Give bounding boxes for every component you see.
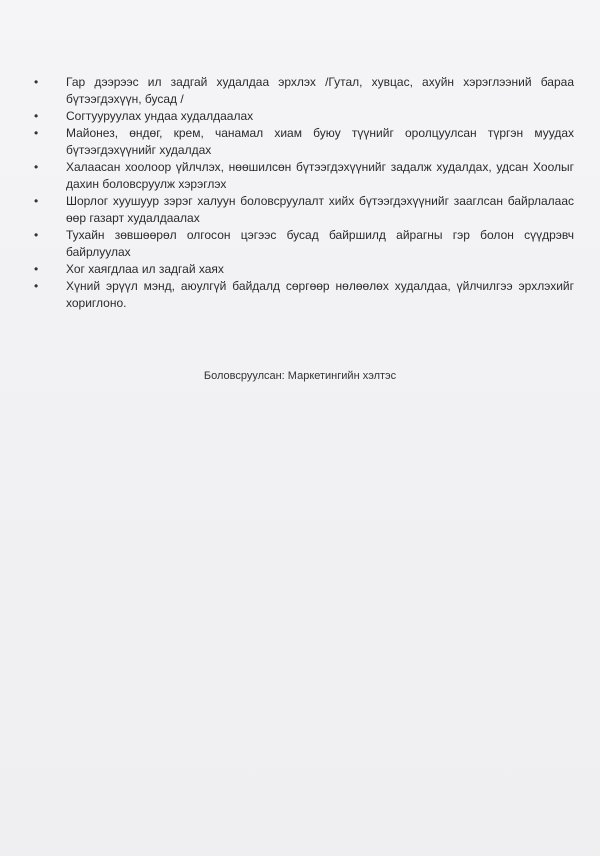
list-item xyxy=(34,74,574,108)
bullet-marker: • xyxy=(34,75,39,89)
list-item-text: Согтууруулах ундаа худалдаалах xyxy=(66,109,254,123)
list-item-text: Халаасан хоолоор үйлчлэх, нөөшилсөн бүтээгдэхүүнийг задалж худалдах, удсан Хоолыг дахин боловсруулж хэрэглэх xyxy=(66,160,574,191)
list-item xyxy=(34,125,574,159)
list-item-text: Хог хаягдлаа ил задгай хаях xyxy=(66,262,224,276)
bullet-marker: • xyxy=(34,126,39,140)
bullet-marker: • xyxy=(34,194,39,208)
prohibited-activities-list xyxy=(34,74,574,312)
list-item xyxy=(34,227,574,261)
list-item xyxy=(34,261,574,278)
list-item xyxy=(34,159,574,193)
list-item-text: Шорлог хуушуур зэрэг халуун боловсруулалт хийх бүтээгдэхүүнийг зааглсан байрлалаас өөр газарт худалдаалах xyxy=(66,194,574,225)
list-item-text: Тухайн зөвшөөрөл олгосон цэгээс бусад байршилд айрагны гэр болон сүүдрэвч байрлуулах xyxy=(66,228,574,259)
list-item-text: Хүний эрүүл мэнд, аюулгүй байдалд сөргөөр нөлөөлөх худалдаа, үйлчилгээ эрхлэхийг хориглоно. xyxy=(66,279,574,310)
list-item xyxy=(34,108,574,125)
list-item xyxy=(34,193,574,227)
prepared-by-footer: Боловсруулсан: Маркетингийн хэлтэс xyxy=(203,370,397,382)
bullet-marker: • xyxy=(34,228,39,242)
bullet-marker: • xyxy=(34,262,39,276)
bullet-marker: • xyxy=(34,279,39,293)
list-item-text: Гар дээрээс ил задгай худалдаа эрхлэх /Гутал, хувцас, ахуйн хэрэглээний бараа бүтээгдэхүүн, бусад / xyxy=(66,75,574,106)
bullet-marker: • xyxy=(34,109,39,123)
bullet-marker: • xyxy=(34,160,39,174)
list-item-text: Майонез, өндөг, крем, чанамал хиам буюу түүнийг оролцуулсан түргэн муудах бүтээгдэхүүнийг худалдах xyxy=(66,126,574,157)
list-item xyxy=(34,278,574,312)
